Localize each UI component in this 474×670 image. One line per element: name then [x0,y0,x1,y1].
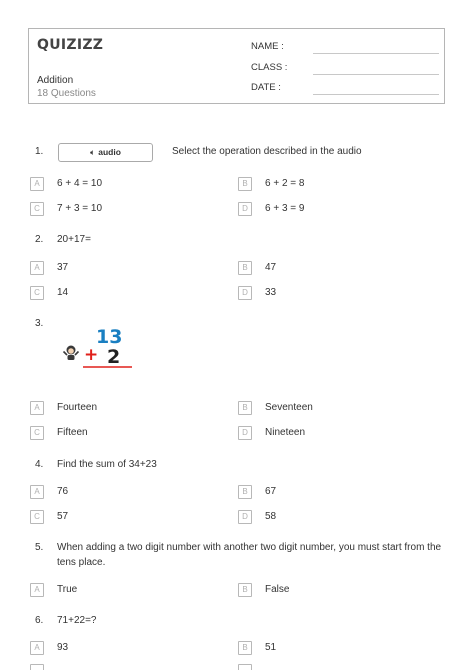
question-number: 2. [35,234,44,245]
option-letter-box: B [238,401,252,415]
class-field[interactable] [313,74,439,75]
option-text: True [57,584,78,595]
option-letter-box: A [30,401,44,415]
option-letter-box [238,664,252,670]
class-label: CLASS : [251,62,288,73]
top-number: 13 [96,326,123,348]
question-number: 4. [35,459,44,470]
option-letter-box: C [30,286,44,300]
option-letter-box: B [238,485,252,499]
option-letter-box: C [30,510,44,524]
option-text: 37 [57,262,69,273]
date-field[interactable] [313,94,439,95]
option-letter-box: D [238,286,252,300]
option-letter-box: C [30,426,44,440]
option-letter-box: A [30,485,44,499]
option-letter-box: B [238,261,252,275]
plus-sign: + [84,345,99,365]
name-label: NAME : [251,41,284,52]
question-number: 1. [35,146,44,157]
bottom-number: 2 [107,346,121,368]
option-text: 33 [265,287,277,298]
option-text: 6 + 3 = 9 [265,203,305,214]
addition-problem-image [60,325,136,371]
option-text: 6 + 4 = 10 [57,178,103,189]
option-letter-box: D [238,202,252,216]
option-text: 14 [57,287,69,298]
option-text: False [265,584,290,595]
speaker-icon: 🔈︎ [90,147,96,157]
option-letter-box: B [238,177,252,191]
option-letter-box: A [30,641,44,655]
option-letter-box: A [30,583,44,597]
question-text: Find the sum of 34+23 [57,459,157,470]
question-text: 20+17= [57,234,91,245]
option-text: Fourteen [57,402,98,413]
date-label: DATE : [251,82,281,93]
audio-label: audio [98,147,121,157]
option-text: 57 [57,511,69,522]
option-text: 76 [57,486,69,497]
option-letter-box [30,664,44,670]
audio-button[interactable] [58,143,153,162]
option-letter-box: A [30,261,44,275]
option-letter-box: B [238,641,252,655]
option-text: Seventeen [265,402,313,413]
option-text: 6 + 2 = 8 [265,178,305,189]
option-text: 58 [265,511,277,522]
name-field[interactable] [313,53,439,54]
question-text: 71+22=? [57,615,97,626]
question-count: 18 Questions [37,88,96,99]
question-number: 3. [35,318,44,329]
option-letter-box: D [238,426,252,440]
option-text: Fifteen [57,427,88,438]
option-text: 51 [265,642,277,653]
option-text: 7 + 3 = 10 [57,203,103,214]
option-text: 93 [57,642,69,653]
worksheet-title: Addition [37,75,74,86]
option-letter-box: B [238,583,252,597]
option-letter-box: D [238,510,252,524]
question-text: Select the operation described in the audio [172,146,362,157]
question-number: 6. [35,615,44,626]
kid-character-icon [64,346,79,361]
quizizz-logo: QUIZIZZ [37,37,104,53]
option-letter-box: A [30,177,44,191]
option-text: 47 [265,262,277,273]
worksheet-header [28,28,445,104]
option-letter-box: C [30,202,44,216]
question-text: When adding a two digit number with another two digit number, you must start from the tens place. [57,542,442,568]
option-text: 67 [265,486,277,497]
option-text: Nineteen [265,427,306,438]
question-number: 5. [35,542,44,553]
